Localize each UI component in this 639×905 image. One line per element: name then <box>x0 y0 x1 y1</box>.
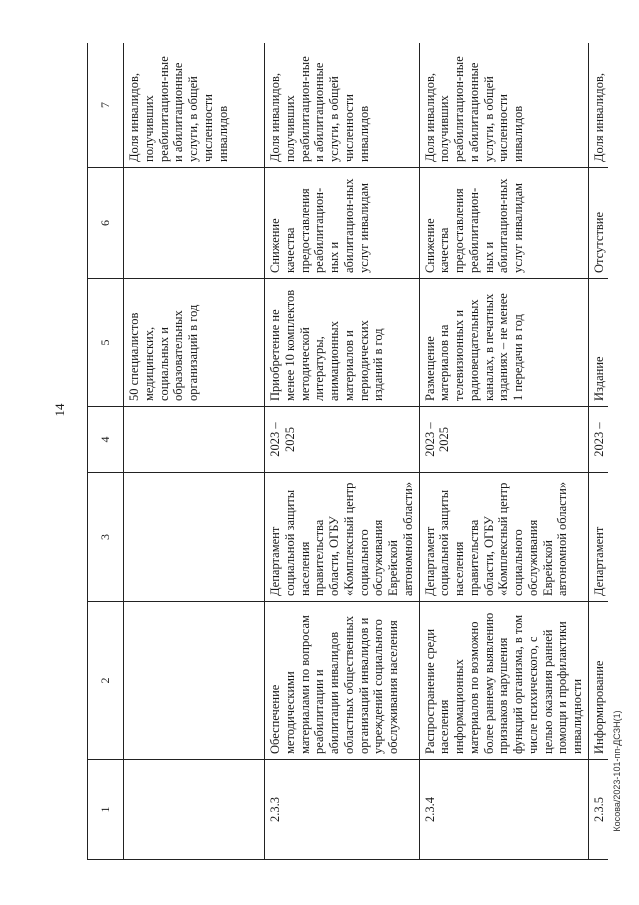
row-number: 2.3.4 <box>419 760 588 860</box>
table-row <box>419 43 588 860</box>
header-cell: 6 <box>88 168 124 279</box>
header-cell: 1 <box>88 760 124 860</box>
period-cell: 2023 – 2025 <box>265 407 420 473</box>
consequence-cell: Отсутствие <box>588 168 608 279</box>
volume-cell: Приобретение не менее 10 комплектов методической литературы, анимационных материалов и периодических изданий в год <box>265 279 420 407</box>
row-number <box>124 760 265 860</box>
table-row <box>588 43 608 860</box>
header-cell: 5 <box>88 279 124 407</box>
row-number: 2.3.5 <box>588 760 608 860</box>
action-cell: Распространение среди населения информационных материалов по возможно более раннему выявлению признаков нарушения функций организма, в том числе психического, с целью оказания ранней помощи и профилактики инвалидности <box>419 602 588 760</box>
volume-cell: Размещение материалов на телевизионных и радиовещательных каналах, в печатных изданиях – не менее 1 передачи в год <box>419 279 588 407</box>
row-number: 2.3.3 <box>265 760 420 860</box>
period-cell: 2023 – <box>588 407 608 473</box>
header-row <box>88 43 124 860</box>
indicator-cell: Доля инвалидов, <box>588 43 608 168</box>
action-cell <box>124 602 265 760</box>
program-measures-table <box>87 43 608 860</box>
header-cell: 3 <box>88 473 124 602</box>
volume-cell: Издание <box>588 279 608 407</box>
indicator-cell: Доля инвалидов, получивших реабилитацион-ные и абилитационные услуги, в общей численности инвалидов <box>265 43 420 168</box>
table-container <box>87 43 608 860</box>
executor-cell: Департамент социальной защиты населения правительства области, ОГБУ «Комплексный центр социального обслуживания Еврейской автономной области» <box>265 473 420 602</box>
action-cell: Обеспечение методическими материалами по вопросам реабилитации и абилитации инвалидов областных общественных организаций инвалидов и учреждений социального обслуживания населения <box>265 602 420 760</box>
header-cell: 4 <box>88 407 124 473</box>
indicator-cell: Доля инвалидов, получивших реабилитацион-ные и абилитационные услуги, в общей численности инвалидов <box>419 43 588 168</box>
volume-cell: 50 специалистов медицинских, социальных и образовательных организаций в год <box>124 279 265 407</box>
table-row <box>124 43 265 860</box>
rotated-table-frame <box>87 43 608 860</box>
indicator-cell: Доля инвалидов, получивших реабилитацион-ные и абилитационные услуги, в общей численности инвалидов <box>124 43 265 168</box>
header-cell: 7 <box>88 43 124 168</box>
consequence-cell: Снижение качества предоставления реабилитацион-ных и абилитацион-ных услуг инвалидам <box>265 168 420 279</box>
consequence-cell: Снижение качества предоставления реабилитацион-ных и абилитацион-ных услуг инвалидам <box>419 168 588 279</box>
executor-cell: Департамент социальной защиты населения правительства области, ОГБУ «Комплексный центр социального обслуживания Еврейской автономной области» <box>419 473 588 602</box>
consequence-cell <box>124 168 265 279</box>
executor-cell <box>124 473 265 602</box>
period-cell: 2023 – 2025 <box>419 407 588 473</box>
document-code: Косова/2023-101-пп-ДСЗН(1) <box>612 710 622 832</box>
period-cell <box>124 407 265 473</box>
page-number: 14 <box>52 403 67 417</box>
executor-cell: Департамент <box>588 473 608 602</box>
table-row <box>265 43 420 860</box>
header-cell: 2 <box>88 602 124 760</box>
action-cell: Информирование <box>588 602 608 760</box>
